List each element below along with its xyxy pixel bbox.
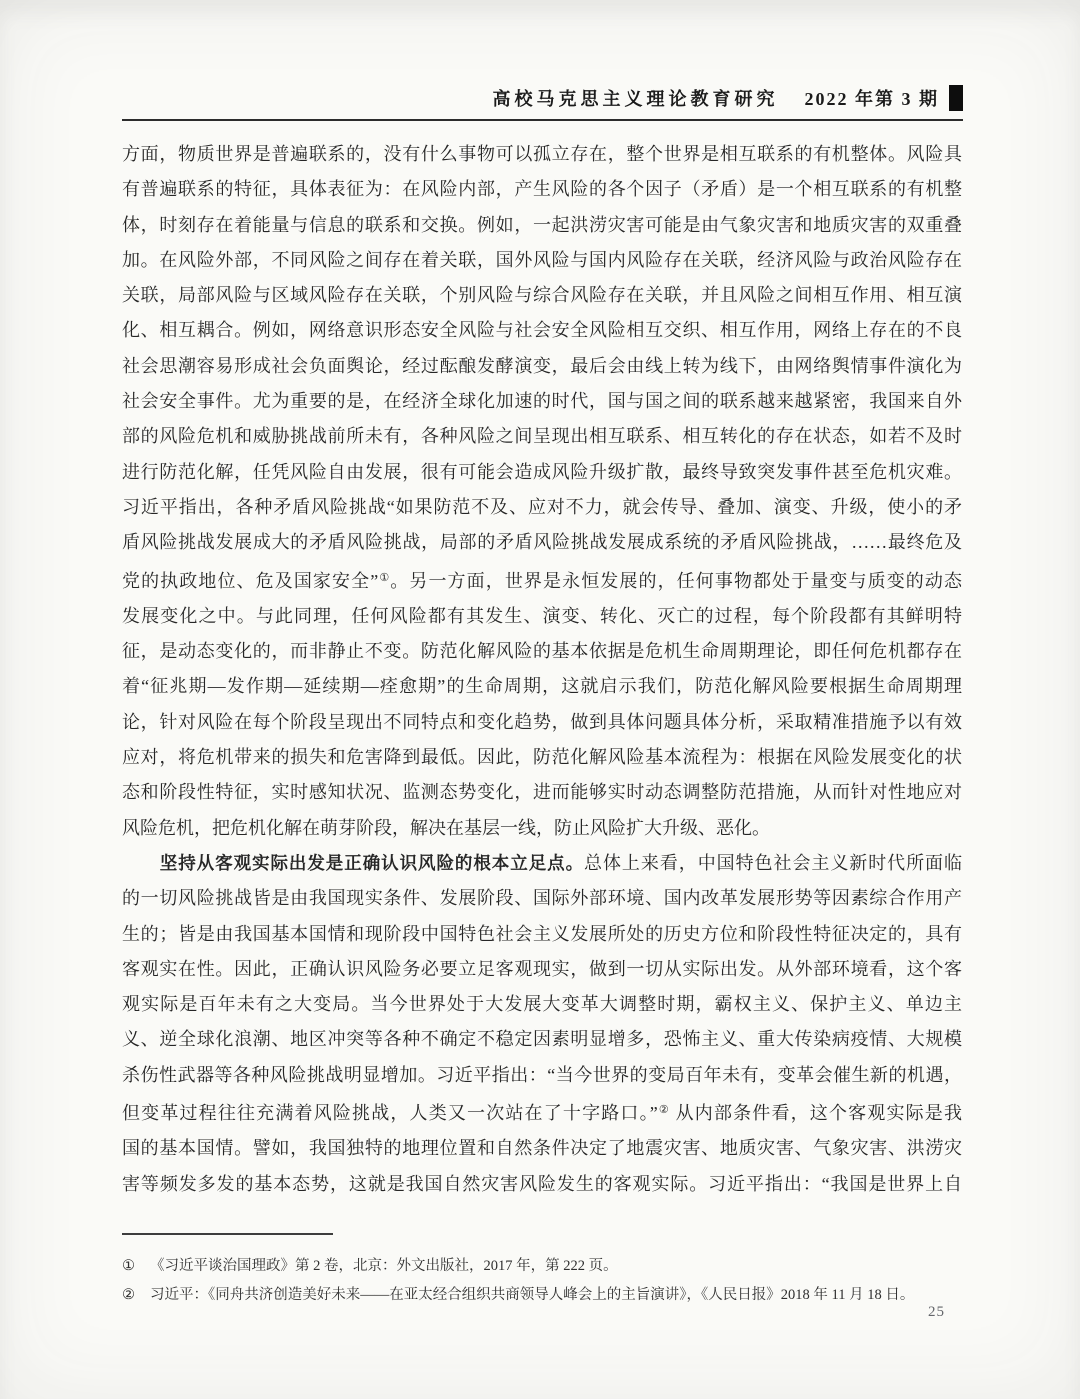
paragraph	[122, 846, 962, 1202]
body-line: 征，是动态变化的，而非静止不变。防范化解风险的基本依据是危机生命周期理论，即任何危机都存在	[122, 641, 962, 662]
body-line: 进行防范化解，任凭风险自由发展，很有可能会造成风险升级扩散，最终导致突发事件甚至危机灾难。	[122, 461, 962, 482]
bold-lead-sentence: 坚持从客观实际出发是正确认识风险的根本立足点。	[159, 852, 585, 873]
journal-title: 高校马克思主义理论教育研究	[492, 89, 779, 109]
body-line: 发展变化之中。与此同理，任何风险都有其发生、演变、转化、灭亡的过程，每个阶段都有其鲜明特	[122, 605, 962, 626]
footnote	[122, 1252, 972, 1281]
body-line: 有普遍联系的特征，具体表征为：在风险内部，产生风险的各个因子（矛盾）是一个相互联系的有机整	[122, 179, 962, 200]
footnote-text: 《习近平谈治国理政》第 2 卷，北京：外文出版社，2017 年，第 222 页。	[150, 1258, 618, 1274]
footnote-marker: ②	[122, 1286, 135, 1303]
text-segment: 。另一方面，世界是永恒发展的，任何事物都处于量变与质变的动态	[390, 570, 962, 591]
footnote	[122, 1281, 972, 1310]
body-line: 社会思潮容易形成社会负面舆论，经过酝酿发酵演变，最后会由线上转为线下，由网络舆情事件演化为	[122, 355, 962, 376]
body-line: 应对，将危机带来的损失和危害降到最低。因此，防范化解风险基本流程为：根据在风险发展变化的状	[122, 747, 962, 768]
body-line: 加。在风险外部，不同风险之间存在着关联，国外风险与国内风险存在关联，经济风险与政治风险存在	[122, 249, 962, 270]
footnote-separator	[122, 1233, 333, 1235]
body-line	[122, 846, 962, 881]
body-line: 论，针对风险在每个阶段呈现出不同特点和变化趋势，做到具体问题具体分析，采取精准措施予以有效	[122, 711, 962, 732]
body-line	[122, 1093, 962, 1131]
body-line: 化、相互耦合。例如，网络意识形态安全风险与社会安全风险相互交织、相互作用，网络上存在的不良	[122, 320, 962, 341]
body-line: 态和阶段性特征，实时感知状况、监测态势变化，进而能够实时动态调整防范措施，从而针对性地应对	[122, 782, 962, 803]
footnote-reference-mark: ①	[378, 571, 391, 584]
body-line: 习近平指出，各种矛盾风险挑战“如果防范不及、应对不力，就会传导、叠加、演变、升级，使小的矛	[122, 496, 962, 517]
body-line: 客观实在性。因此，正确认识风险务必要立足客观现实，做到一切从实际出发。从外部环境看，这个客	[122, 958, 962, 979]
body-line: 观实际是百年未有之大变局。当今世界处于大发展大变革大调整时期，霸权主义、保护主义、单边主	[122, 994, 962, 1015]
body-line: 义、逆全球化浪潮、地区冲突等各种不确定不稳定因素明显增多，恐怖主义、重大传染病疫情、大规模	[122, 1029, 962, 1050]
header-block-mark	[949, 85, 963, 111]
body-text	[122, 137, 962, 1202]
text-segment: 但变革过程往往充满着风险挑战，人类又一次站在了十字路口。”	[122, 1103, 658, 1124]
footnote-text: 习近平：《同舟共济创造美好未来——在亚太经合组织共商领导人峰会上的主旨演讲》，《人民日报》2018 年 11 月 18 日。	[150, 1286, 915, 1303]
header-rule	[122, 119, 963, 121]
paragraph	[122, 137, 962, 846]
body-line: 部的风险危机和威胁挑战前所未有，各种风险之间呈现出相互联系、相互转化的存在状态，如若不及时	[122, 426, 962, 447]
body-line: 国的基本国情。譬如，我国独特的地理位置和自然条件决定了地震灾害、地质灾害、气象灾害、洪涝灾	[122, 1138, 962, 1159]
journal-issue: 2022 年第 3 期	[804, 89, 939, 109]
body-line: 的一切风险挑战皆是由我国现实条件、发展阶段、国际外部环境、国内改革发展形势等因素综合作用产	[122, 888, 962, 909]
page-header	[122, 85, 963, 111]
footnote-reference-mark: ②	[657, 1104, 670, 1117]
text-segment: 从内部条件看，这个客观实际是我	[669, 1103, 962, 1124]
body-line: 社会安全事件。尤为重要的是，在经济全球化加速的时代，国与国之间的联系越来越紧密，我国来自外	[122, 391, 962, 412]
page-number: 25	[928, 1304, 945, 1320]
footnote-marker: ①	[122, 1258, 135, 1274]
body-line: 生的；皆是由我国基本国情和现阶段中国特色社会主义发展所处的历史方位和阶段性特征决定的，具有	[122, 923, 962, 944]
body-line	[122, 561, 962, 599]
footnotes	[122, 1252, 972, 1309]
body-line: 害等频发多发的基本态势，这就是我国自然灾害风险发生的客观实际。习近平指出：“我国是世界上自	[122, 1173, 962, 1194]
body-line: 杀伤性武器等各种风险挑战明显增加。习近平指出：“当今世界的变局百年未有，变革会催生新的机遇，	[122, 1064, 962, 1085]
text-segment: 党的执政地位、危及国家安全”	[122, 570, 379, 591]
body-line: 着“征兆期—发作期—延续期—痊愈期”的生命周期，这就启示我们，防范化解风险要根据生命周期理	[122, 676, 962, 697]
body-line: 关联，局部风险与区域风险存在关联，个别风险与综合风险存在关联，并且风险之间相互作用、相互演	[122, 285, 962, 306]
body-line: 风险危机，把危机化解在萌芽阶段，解决在基层一线，防止风险扩大升级、恶化。	[122, 817, 770, 838]
body-line: 盾风险挑战发展成大的矛盾风险挑战，局部的矛盾风险挑战发展成系统的矛盾风险挑战，……最终危及	[122, 532, 962, 553]
text-segment: 总体上来看，中国特色社会主义新时代所面临	[584, 852, 963, 873]
body-line: 体，时刻存在着能量与信息的联系和交换。例如，一起洪涝灾害可能是由气象灾害和地质灾害的双重叠	[122, 214, 962, 235]
body-line: 方面，物质世界是普遍联系的，没有什么事物可以孤立存在，整个世界是相互联系的有机整体。风险具	[122, 144, 962, 164]
